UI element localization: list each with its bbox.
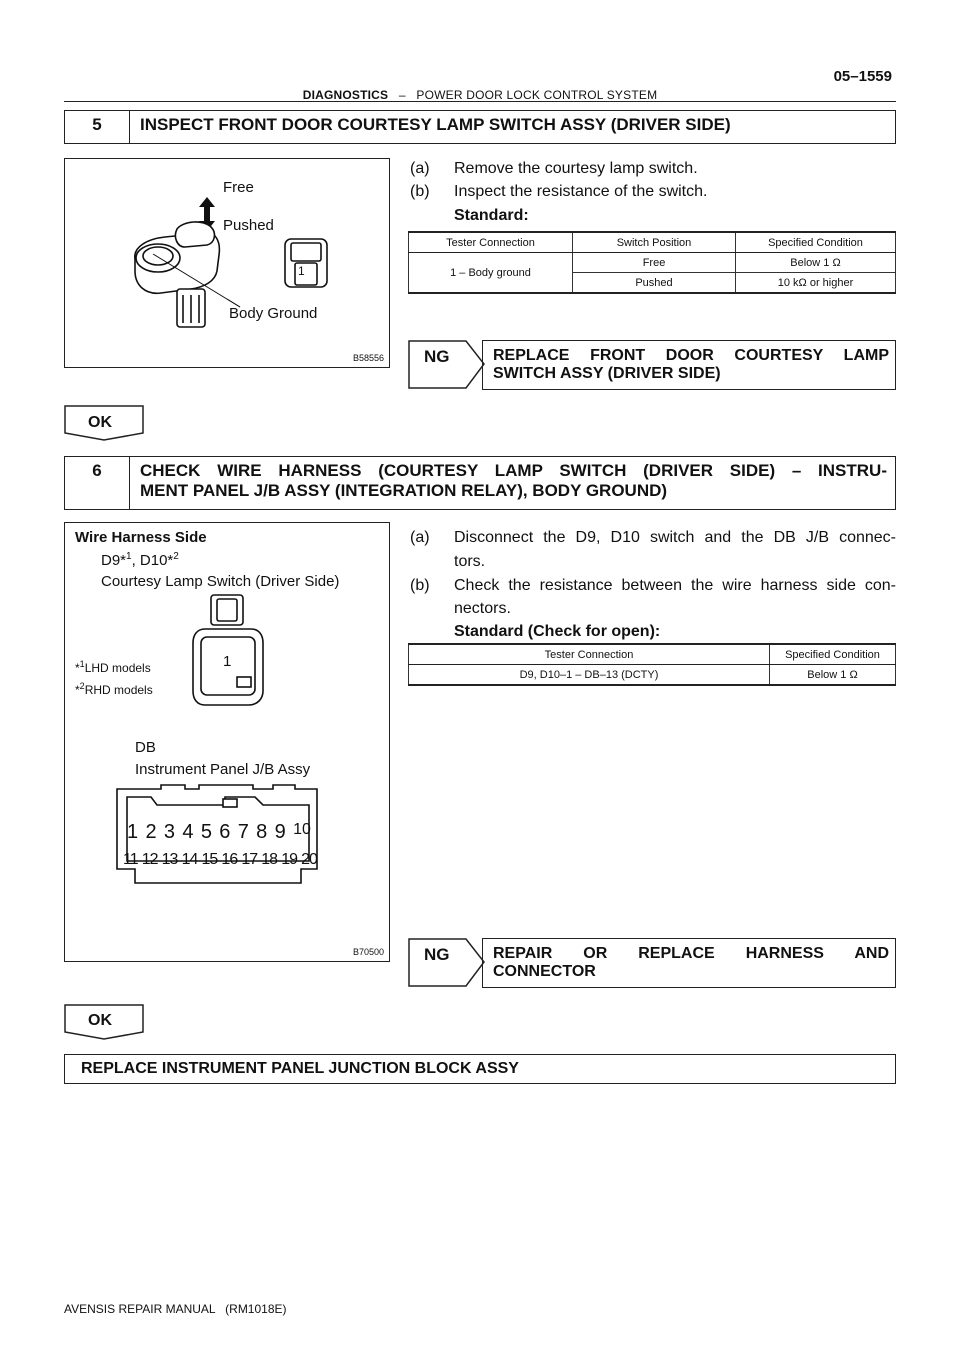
pin-label: 1 (127, 821, 139, 843)
table-header: Switch Position (573, 232, 736, 253)
ok-label: OK (88, 414, 112, 431)
footnote-2 (75, 681, 153, 697)
pin-label: 7 (237, 821, 249, 843)
final-step-box (64, 1054, 896, 1084)
ng-action-text-1: REPAIR OR REPLACE HARNESS AND (493, 945, 889, 962)
footnote-text: LHD models (84, 661, 151, 675)
pin-label: 14 (181, 851, 198, 868)
code-d10: , D10* (131, 552, 174, 569)
instruction-text: tors. (454, 553, 486, 570)
table-cell: 10 kΩ or higher (736, 273, 896, 294)
instruction-text: Disconnect the D9, D10 switch and the DB J/B connec- (454, 529, 896, 546)
pin-label: 15 (201, 851, 218, 868)
ng-action-text-2: CONNECTOR (493, 963, 596, 980)
pin-label: 4 (182, 821, 194, 843)
pin-label: 10 (293, 821, 311, 838)
footnote-star: * (75, 683, 80, 697)
ng-action-text-1: REPLACE FRONT DOOR COURTESY LAMP (493, 347, 889, 364)
courtesy-connector-shape (193, 595, 263, 705)
ng-action-text-2: SWITCH ASSY (DRIVER SIDE) (493, 365, 721, 382)
step-number: 5 (65, 111, 130, 143)
instruction-marker: (a) (410, 529, 430, 546)
footnote-sup: 2 (79, 681, 85, 691)
pin-label: 16 (221, 851, 238, 868)
standard-label: Standard: (454, 207, 529, 224)
footer-text: AVENSIS REPAIR MANUAL (RM1018E) (64, 1302, 287, 1316)
table-cell: Below 1 Ω (736, 253, 896, 273)
step-title-line-2: MENT PANEL J/B ASSY (INTEGRATION RELAY), BODY GROUND) (140, 481, 668, 500)
table-cell: D9, D10–1 – DB–13 (DCTY) (409, 665, 770, 686)
pin-1-label: 1 (223, 653, 232, 670)
table-header: Tester Connection (409, 232, 573, 253)
wire-harness-side-title: Wire Harness Side (75, 529, 207, 546)
step-6-box (64, 456, 896, 510)
instruction-marker: (b) (410, 183, 430, 200)
table-cell: Below 1 Ω (770, 665, 896, 686)
pin-label: 6 (219, 821, 231, 843)
db-pins-top (127, 821, 311, 849)
table-cell: Free (573, 253, 736, 273)
step-title-line-1: CHECK WIRE HARNESS (COURTESY LAMP SWITCH (DRIVER SIDE) – INSTRU- (140, 461, 887, 480)
step-6-spec-table (408, 643, 896, 686)
instruction-marker: (a) (410, 160, 430, 177)
pin-label: 13 (161, 851, 178, 868)
instruction-text: nectors. (454, 600, 511, 617)
instruction-text: Remove the courtesy lamp switch. (454, 160, 698, 177)
free-label: Free (223, 179, 254, 196)
pin-label: 5 (200, 821, 212, 843)
header-subsection: POWER DOOR LOCK CONTROL SYSTEM (416, 88, 658, 102)
step-5-spec-table (408, 231, 896, 294)
pin-label: 17 (241, 851, 258, 868)
step-title: INSPECT FRONT DOOR COURTESY LAMP SWITCH ASSY (DRIVER SIDE) (140, 115, 731, 134)
ng-label: NG (424, 347, 450, 366)
instruction-marker: (b) (410, 577, 430, 594)
footnote-1 (75, 659, 151, 675)
db-code: DB (135, 739, 156, 756)
instruction-text: Check the resistance between the wire harness side con- (454, 577, 896, 594)
figure-id: B58556 (353, 353, 385, 363)
code-d9: D9* (101, 552, 127, 569)
ng-action-box (482, 340, 896, 390)
pin-label: 19 (281, 851, 297, 868)
footnote-text: RHD models (84, 683, 153, 697)
standard-label: Standard (Check for open): (454, 623, 661, 640)
table-cell: 1 – Body ground (409, 253, 573, 294)
harness-figure (64, 522, 390, 962)
instruction-text: Inspect the resistance of the switch. (454, 183, 708, 200)
pin-label: 11 (123, 851, 138, 868)
page-number: 05–1559 (833, 68, 892, 85)
footnote-ref-2: 2 (173, 551, 179, 562)
page-header (0, 88, 960, 102)
pin-label: 9 (274, 821, 286, 843)
table-cell: Pushed (573, 273, 736, 294)
step-5-box (64, 110, 896, 144)
db-pins-bottom (123, 851, 317, 875)
ng-action-box (482, 938, 896, 988)
header-dash: – (398, 88, 406, 102)
table-header: Specified Condition (770, 644, 896, 665)
footnote-sup: 1 (79, 659, 85, 669)
footnote-star: * (75, 661, 80, 675)
pushed-label: Pushed (223, 217, 274, 234)
ng-label: NG (424, 945, 450, 964)
db-name: Instrument Panel J/B Assy (135, 761, 311, 778)
step-number: 6 (65, 457, 130, 509)
connector-name: Courtesy Lamp Switch (Driver Side) (101, 573, 340, 590)
pin-1-label: 1 (298, 264, 305, 278)
ok-label: OK (88, 1012, 112, 1029)
pin-label: 20 (301, 851, 317, 868)
header-section: DIAGNOSTICS (302, 88, 389, 102)
figure-id: B70500 (353, 947, 385, 957)
pin-label: 3 (163, 821, 176, 843)
connector-illustrations (65, 523, 389, 961)
header-rule (64, 101, 896, 102)
pin-label: 12 (141, 851, 158, 868)
step-5-instruction-a (410, 158, 430, 179)
body-ground-label: Body Ground (229, 305, 318, 322)
footnote-ref-1: 1 (126, 551, 132, 562)
table-header: Specified Condition (736, 232, 896, 253)
pin-label: 8 (256, 821, 268, 843)
pin-label: 18 (261, 851, 278, 868)
pin-label: 2 (145, 821, 157, 843)
switch-figure (64, 158, 390, 368)
final-step-text: REPLACE INSTRUMENT PANEL JUNCTION BLOCK ASSY (81, 1060, 519, 1077)
table-header: Tester Connection (409, 644, 770, 665)
